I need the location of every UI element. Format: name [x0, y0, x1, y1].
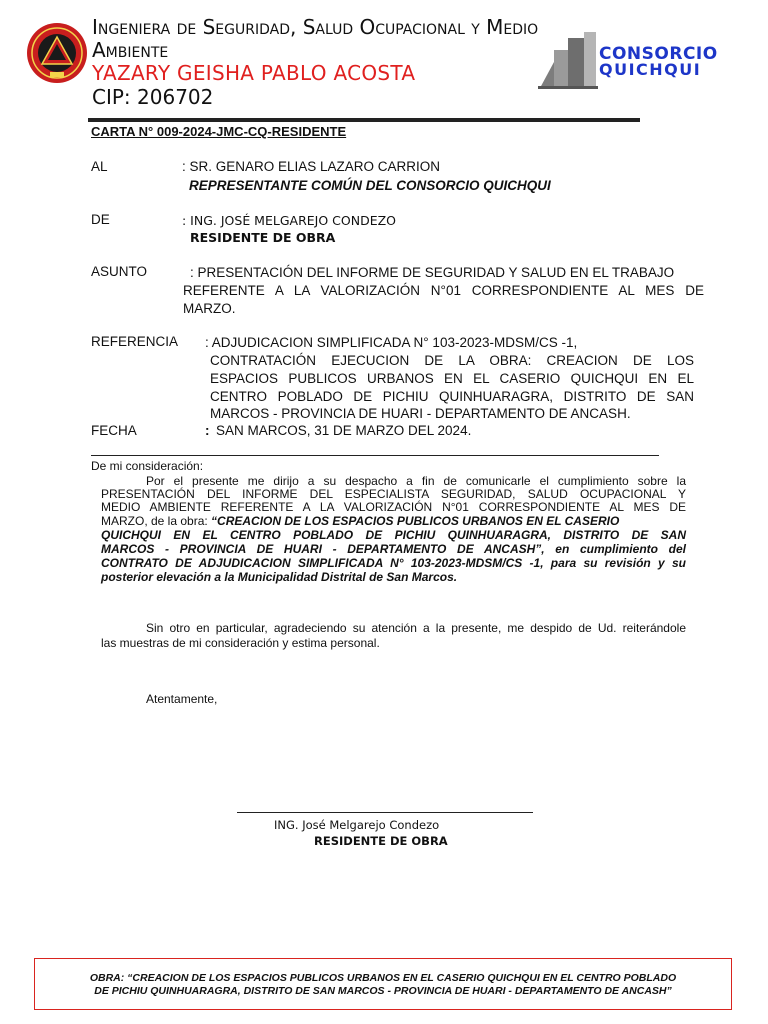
asunto-line3: MARZO. — [183, 301, 236, 316]
signature-line — [237, 812, 533, 813]
referencia-line2: CONTRATACIÓN EJECUCION DE LA OBRA: CREACION DE LOS — [210, 353, 694, 368]
paragraph2-line1: Sin otro en particular, agradeciendo su atención a la presente, me despido de Ud. reiterándole — [146, 621, 686, 635]
signature-role: RESIDENTE DE OBRA — [314, 834, 448, 848]
footer-line2: DE PICHIU QUINHUARAGRA, DISTRITO DE SAN MARCOS - PROVINCIA DE HUARI - DEPARTAMENTO DE ANCASH” — [94, 985, 672, 997]
paragraph1-line6: MARCOS - PROVINCIA DE HUARI - DEPARTAMENTO DE ANCASH”, en cumplimiento del — [101, 542, 686, 556]
paragraph1-line4-plain: MARZO, de la obra: — [101, 514, 212, 528]
fecha-colon: : — [205, 423, 210, 438]
paragraph1-line5: QUICHQUI EN EL CENTRO POBLADO DE PICHIU QUINHUARAGRA, DISTRITO DE SAN — [101, 528, 686, 542]
paragraph1-line7: CONTRATO DE ADJUDICACION SIMPLIFICADA N° 103-2023-MDSM/CS -1, para su revisión y su — [101, 556, 686, 570]
footer-box — [34, 958, 732, 1010]
de-label: DE — [91, 212, 110, 227]
referencia-line4: CENTRO POBLADO DE PICHIU QUINHUARAGRA, DISTRITO DE SAN — [210, 389, 694, 404]
header-cip: CIP: 206702 — [92, 85, 214, 109]
footer-line1: OBRA: “CREACION DE LOS ESPACIOS PUBLICOS URBANOS EN EL CASERIO QUICHQUI EN EL CENTRO POBLADO — [89, 972, 677, 984]
de-sender: : ING. JOSÉ MELGAREJO CONDEZO — [182, 213, 396, 228]
paragraph1-line4-bold: “CREACION DE LOS ESPACIOS PUBLICOS URBANOS EN EL CASERIO — [211, 514, 620, 528]
de-sender-role: RESIDENTE DE OBRA — [190, 230, 336, 245]
referencia-line3: ESPACIOS PUBLICOS URBANOS EN EL CASERIO QUICHQUI EN EL — [210, 371, 694, 386]
header-title — [92, 16, 612, 62]
al-recipient-role: REPRESENTANTE COMÚN DEL CONSORCIO QUICHQUI — [189, 178, 551, 193]
logo-text-consorcio: CONSORCIO — [599, 44, 718, 64]
referencia-line1: : ADJUDICACION SIMPLIFICADA N° 103-2023-MDSM/CS -1, — [205, 335, 578, 350]
referencia-line5: MARCOS - PROVINCIA DE HUARI - DEPARTAMENTO DE ANCASH. — [210, 406, 631, 421]
header-title-line2: Ambiente — [92, 38, 169, 62]
header-divider — [88, 118, 640, 122]
greeting: De mi consideración: — [91, 459, 204, 473]
paragraph1-line2: PRESENTACIÓN DEL INFORME DEL ESPECIALISTA SEGURIDAD, SALUD OCUPACIONAL Y — [101, 487, 686, 501]
paragraph1-line3: MEDIO AMBIENTE REFERENTE A LA VALORIZACIÓN N°01 CORRESPONDIENTE AL MES DE — [101, 500, 686, 514]
al-recipient: : SR. GENARO ELIAS LAZARO CARRION — [182, 159, 441, 174]
section-divider — [91, 455, 659, 456]
header-title-line1: Ingeniera de Seguridad, Salud Ocupacional y Medio — [92, 15, 539, 39]
paragraph2-line2: las muestras de mi consideración y estima personal. — [101, 636, 380, 650]
college-seal-icon — [26, 22, 88, 84]
fecha-label: FECHA — [91, 423, 137, 438]
al-label: AL — [91, 159, 108, 174]
referencia-label: REFERENCIA — [91, 334, 179, 349]
signature-name: ING. José Melgarejo Condezo — [274, 818, 440, 832]
header-name: YAZARY GEISHA PABLO ACOSTA — [92, 61, 416, 85]
asunto-label: ASUNTO — [91, 264, 148, 279]
asunto-line2: REFERENTE A LA VALORIZACIÓN N°01 CORRESPONDIENTE AL MES DE — [183, 283, 704, 298]
paragraph1-line4 — [101, 515, 686, 528]
consorcio-building-logo-icon — [536, 32, 736, 92]
logo-text-quichqui: QUICHQUI — [599, 60, 702, 79]
paragraph1-line8: posterior elevación a la Municipalidad Distrital de San Marcos. — [101, 570, 458, 584]
closing: Atentamente, — [146, 692, 218, 706]
paragraph1-line1: Por el presente me dirijo a su despacho a fin de comunicarle el cumplimiento sobre la — [146, 474, 686, 488]
letter-number: CARTA N° 009-2024-JMC-CQ-RESIDENTE — [91, 124, 347, 139]
asunto-line1: : PRESENTACIÓN DEL INFORME DE SEGURIDAD Y SALUD EN EL TRABAJO — [190, 265, 675, 280]
fecha-value: SAN MARCOS, 31 DE MARZO DEL 2024. — [216, 423, 472, 438]
